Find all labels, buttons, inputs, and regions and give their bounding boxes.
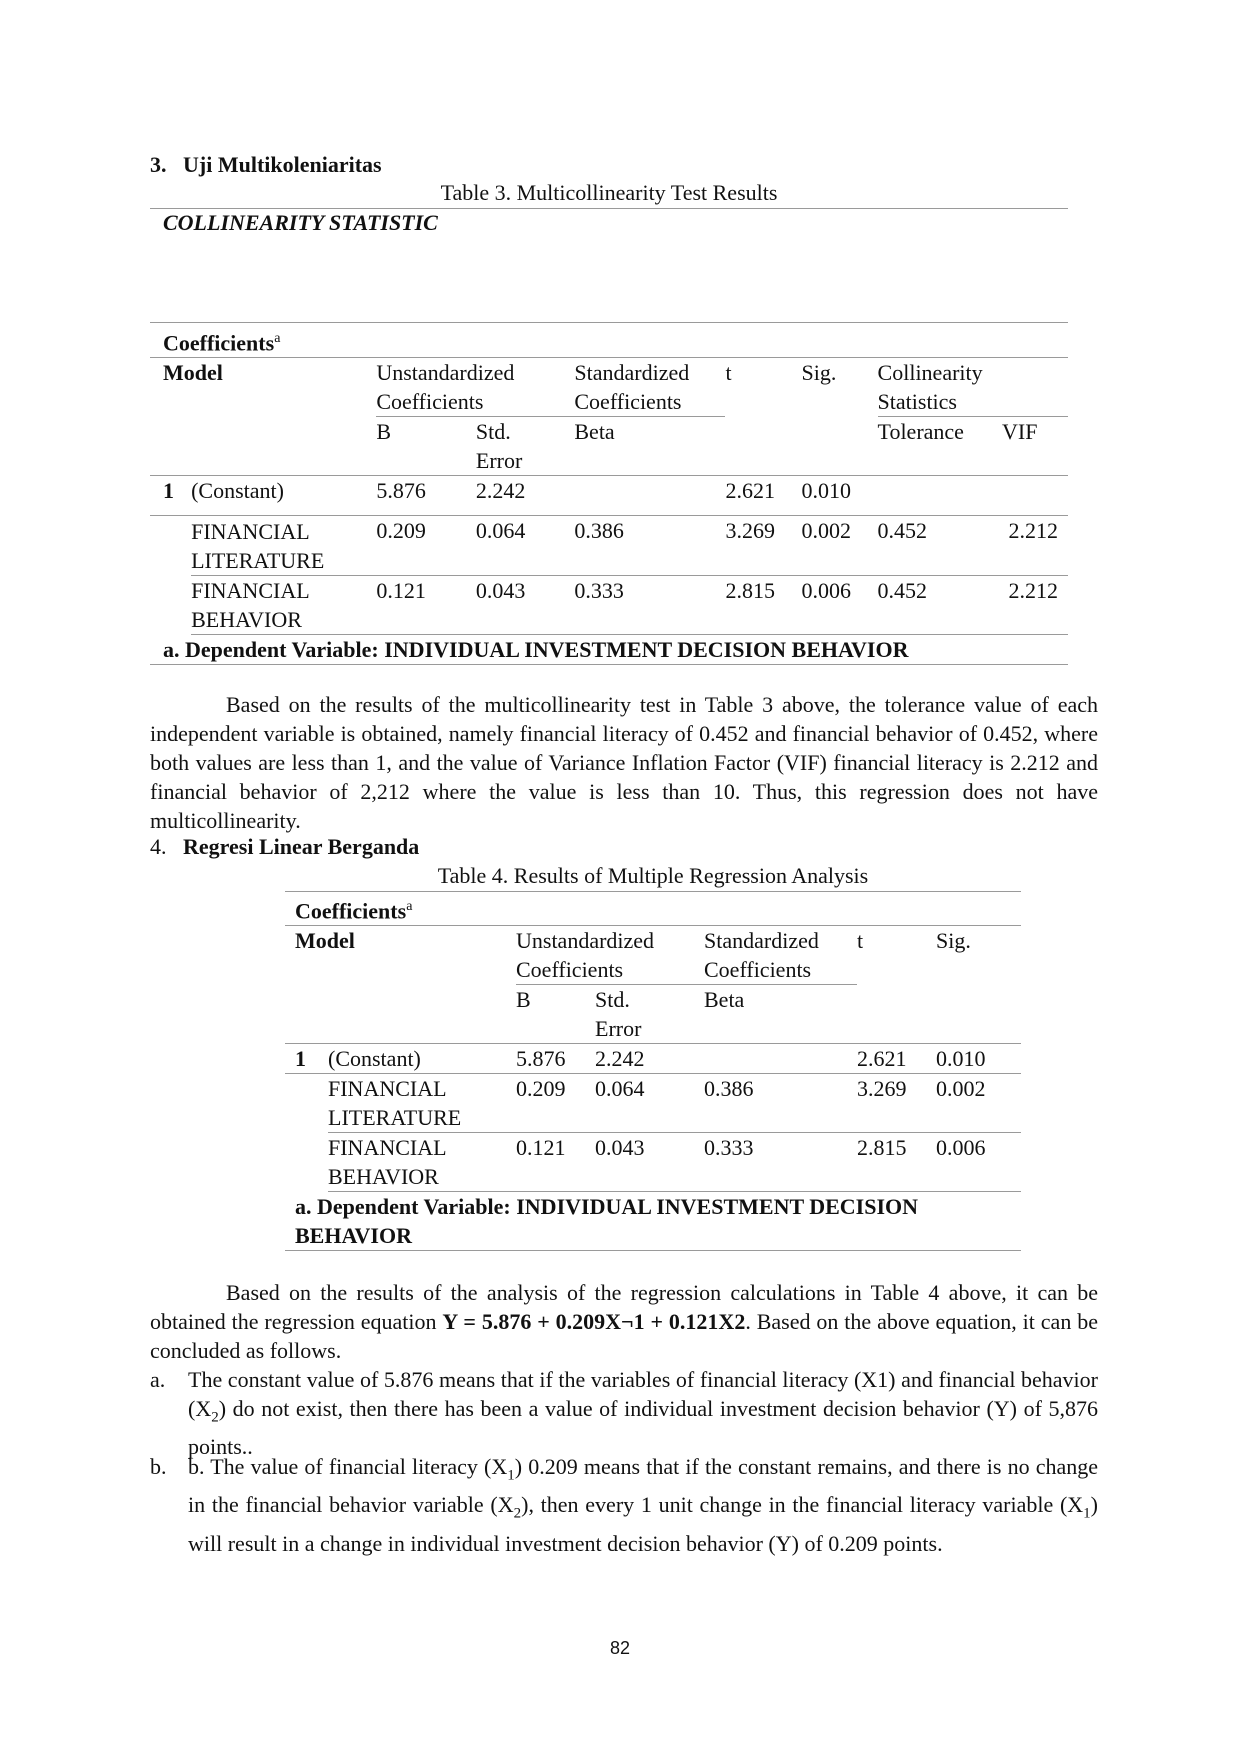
- table-row: [150, 516, 1068, 576]
- cell-beta: 0.333: [574, 576, 725, 635]
- table-row: [150, 476, 1068, 516]
- row-name: FINANCIAL LITERATURE: [191, 516, 376, 576]
- table-3-unstd-header: Unstandardized Coefficients: [376, 358, 574, 417]
- section-3-heading: [150, 152, 382, 178]
- table-3-footnote-row: [150, 635, 1068, 665]
- table-3-b-header: B: [376, 417, 476, 476]
- cell-tolerance: 0.452: [878, 516, 1002, 576]
- section-3-title: Uji Multikoleniaritas: [183, 152, 382, 177]
- cell-t: 3.269: [725, 516, 801, 576]
- table-4-title-row: [285, 892, 1021, 926]
- section-3-number: 3.: [150, 152, 167, 177]
- cell-se: 0.043: [595, 1133, 704, 1192]
- table-3-header-row-1: [150, 358, 1068, 417]
- cell-b: 5.876: [516, 1044, 595, 1074]
- cell-beta: 0.386: [704, 1074, 857, 1133]
- paragraph-regression: [150, 1278, 1098, 1365]
- cell-se: 0.064: [476, 516, 574, 576]
- row-name: FINANCIAL BEHAVIOR: [191, 576, 376, 635]
- cell-b: 0.209: [376, 516, 476, 576]
- regression-equation: Y = 5.876 + 0.209X¬1 + 0.121X2: [442, 1309, 746, 1334]
- table-4-se-header: Std. Error: [595, 985, 704, 1044]
- table-4-coef-title: Coefficients$^a$: [285, 892, 1021, 926]
- table-3-vif-header: VIF: [1002, 417, 1068, 476]
- table-3-model-number: 1: [150, 476, 191, 516]
- table-4-footnote: a. Dependent Variable: INDIVIDUAL INVESTMENT DECISION BEHAVIOR: [285, 1192, 1021, 1251]
- cell-sig: 0.010: [802, 476, 878, 516]
- cell-sig: 0.006: [802, 576, 878, 635]
- table-3-caption-rule: [150, 208, 1068, 209]
- row-name: FINANCIAL BEHAVIOR: [328, 1133, 516, 1192]
- cell-se: 0.043: [476, 576, 574, 635]
- table-4-model-number: 1: [285, 1044, 328, 1074]
- section-4-number: 4.: [150, 834, 167, 859]
- section-4-heading: [150, 834, 419, 860]
- cell-b: 0.209: [516, 1074, 595, 1133]
- section-4-title: Regresi Linear Berganda: [183, 834, 420, 859]
- cell-t: 2.621: [725, 476, 801, 516]
- table-3: [150, 322, 1068, 665]
- table-4-sig-header: Sig.: [936, 926, 1021, 985]
- cell-beta: [704, 1044, 857, 1074]
- cell-sig: 0.002: [802, 516, 878, 576]
- table-row: [150, 576, 1068, 635]
- table-3-se-header: Std. Error: [476, 417, 574, 476]
- cell-t: 2.815: [857, 1133, 936, 1192]
- table-4-b-header: B: [516, 985, 595, 1044]
- table-3-coef-title: Coefficients$^a$: [150, 323, 1068, 358]
- list-item-a-text: The constant value of 5.876 means that if the variables of financial literacy (X1) and financial behavior $(X_2)$ do not exist, then there has been a value of individual investment decision behavior (Y) of 5,876 points..: [188, 1367, 1098, 1460]
- cell-se: 0.064: [595, 1074, 704, 1133]
- table-3-caption: Table 3. Multicollinearity Test Results: [440, 180, 778, 205]
- list-item-b: [150, 1452, 1098, 1558]
- paragraph-regression-intro: Based on the results of the analysis of the regression calculations in Table 4 above, it can be obtained the regression equation: [150, 1280, 1098, 1334]
- list-item-a: [150, 1365, 1098, 1461]
- list-marker-a: a.: [150, 1367, 166, 1392]
- table-row: [285, 1044, 1021, 1074]
- cell-beta: 0.333: [704, 1133, 857, 1192]
- table-3-model-header: Model: [150, 358, 376, 417]
- table-3-t-header: t: [725, 358, 801, 417]
- table-3-subtitle: COLLINEARITY STATISTIC: [163, 210, 438, 235]
- table-4: [285, 891, 1021, 1251]
- cell-b: 0.121: [516, 1133, 595, 1192]
- table-3-tol-header: Tolerance: [878, 417, 1002, 476]
- table-3-beta-header: Beta: [574, 417, 725, 476]
- table-4-header-row-2: [285, 985, 1021, 1044]
- cell-sig: 0.006: [936, 1133, 1021, 1192]
- cell-vif: 2.212: [1002, 576, 1068, 635]
- cell-b: 5.876: [376, 476, 476, 516]
- table-4-unstd-header: Unstandardized Coefficients: [516, 926, 704, 985]
- cell-vif: 2.212: [1002, 516, 1068, 576]
- paragraph-multicollinearity: Based on the results of the multicollinearity test in Table 3 above, the tolerance value of each independent variable is obtained, namely financial literacy of 0.452 and financial behavior of 0.452, where both values are less than 1, and the value of Variance Inflation Factor (VIF) financial literacy is 2.212 and financial behavior of 2,212 where the value is less than 10. Thus, this regression does not have multicollinearity.: [150, 692, 1098, 833]
- cell-sig: 0.010: [936, 1044, 1021, 1074]
- row-name: (Constant): [191, 476, 376, 516]
- table-4-caption: Table 4. Results of Multiple Regression Analysis: [437, 863, 869, 888]
- table-4-model-header: Model: [285, 926, 516, 985]
- table-4-header-row-1: [285, 926, 1021, 985]
- cell-sig: 0.002: [936, 1074, 1021, 1133]
- cell-t: 2.815: [725, 576, 801, 635]
- page-number: 82: [609, 1638, 631, 1658]
- row-name: (Constant): [328, 1044, 516, 1074]
- paragraph-regression-outro: . Based on the above equation, it can be concluded as follows.: [150, 1309, 1098, 1363]
- cell-vif: [1002, 476, 1068, 516]
- table-4-footnote-row: [285, 1192, 1021, 1251]
- cell-tolerance: [878, 476, 1002, 516]
- table-3-std-header: Standardized Coefficients: [574, 358, 725, 417]
- cell-beta: 0.386: [574, 516, 725, 576]
- row-name: FINANCIAL LITERATURE: [328, 1074, 516, 1133]
- cell-se: 2.242: [595, 1044, 704, 1074]
- table-4-t-header: t: [857, 926, 936, 985]
- table-4-beta-header: Beta: [704, 985, 857, 1044]
- table-3-footnote: a. Dependent Variable: INDIVIDUAL INVESTMENT DECISION BEHAVIOR: [150, 635, 1068, 665]
- cell-b: 0.121: [376, 576, 476, 635]
- cell-beta: [574, 476, 725, 516]
- cell-t: 3.269: [857, 1074, 936, 1133]
- cell-t: 2.621: [857, 1044, 936, 1074]
- table-3-header-row-2: [150, 417, 1068, 476]
- cell-se: 2.242: [476, 476, 574, 516]
- list-item-b-text: b. The value of financial literacy $(X_1)$ 0.209 means that if the constant remains, and there is no change in the financial behavior variable $(X_2)$, then every 1 unit change in the financial literacy variable $(X_1)$ will result in a change in individual investment decision behavior (Y) of 0.209 points.: [188, 1454, 1099, 1556]
- table-3-colstat-header: Collinearity Statistics: [878, 358, 1068, 417]
- table-3-title-row: [150, 323, 1068, 358]
- table-3-sig-header: Sig.: [802, 358, 878, 417]
- table-4-std-header: Standardized Coefficients: [704, 926, 857, 985]
- table-row: [285, 1074, 1021, 1133]
- list-marker-b: b.: [150, 1454, 167, 1479]
- table-row: [285, 1133, 1021, 1192]
- cell-tolerance: 0.452: [878, 576, 1002, 635]
